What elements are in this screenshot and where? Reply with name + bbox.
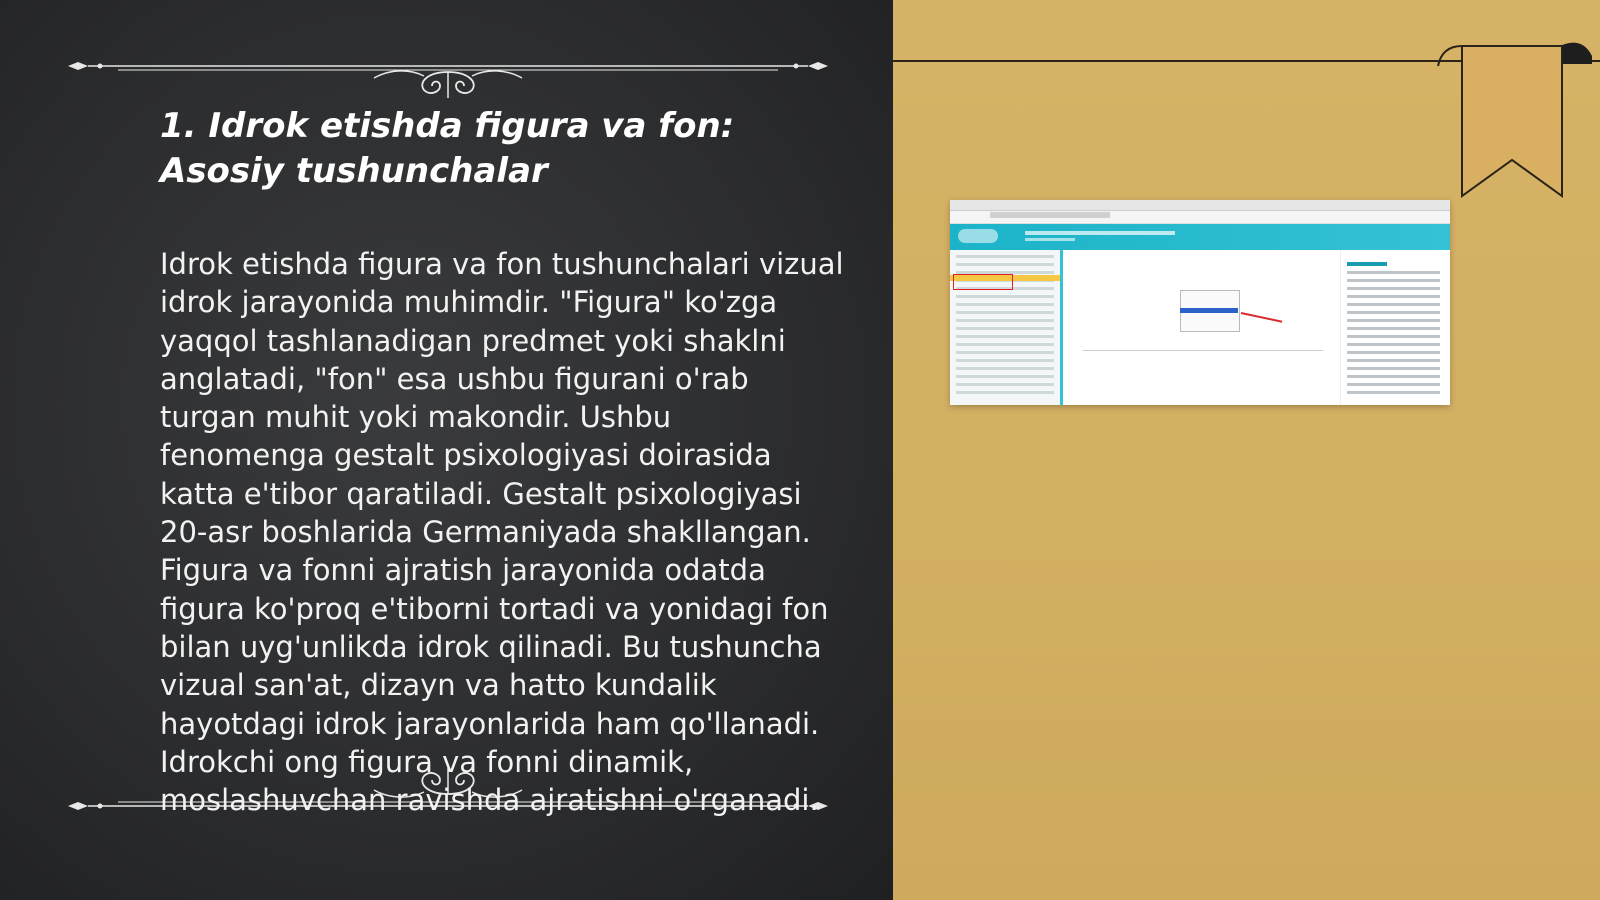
slide-body-text: Idrok etishda figura va fon tushunchalari vizual idrok jarayonida muhimdir. "Figura" ko'zga yaqqol tashlanadigan predmet yoki shaklni anglatadi, "fon" esa ushbu figurani o'rab turgan muhit yoki makondir. Ushbu fenomenga gestalt psixologiyasi doirasida katta e'tibor qaratiladi. Gestalt psixologiyasi 20-asr boshlarida Germaniyada shakllangan. Figura va fonni ajratish jarayonida odatda figura ko'proq e'tiborni tortadi va yonidagi fon bilan uyg'unlikda idrok qilinadi. Bu tushuncha vizual san'at, dizayn va hatto kundalik hayotdagi idrok jarayonlarida ham qo'llanadi. Idrokchi ong figura va fonni dinamik, moslashuvchan ravishda ajratishni o'rganadi.: [160, 247, 844, 818]
thumb-sidebar: [950, 250, 1063, 405]
top-ornament-divider: [68, 42, 828, 98]
thumb-tab-bar: [950, 200, 1450, 211]
slide-title: 1. Idrok etishda figura va fon: Asosiy tushunchalar: [160, 106, 735, 191]
router-settings-screenshot: [950, 200, 1450, 405]
thumb-header: [950, 224, 1450, 250]
thumb-content: [1063, 250, 1333, 405]
bookmark-ribbon-icon: [1432, 36, 1600, 206]
thumb-url-bar: [950, 211, 1450, 224]
thumb-help-pane: [1340, 250, 1446, 405]
